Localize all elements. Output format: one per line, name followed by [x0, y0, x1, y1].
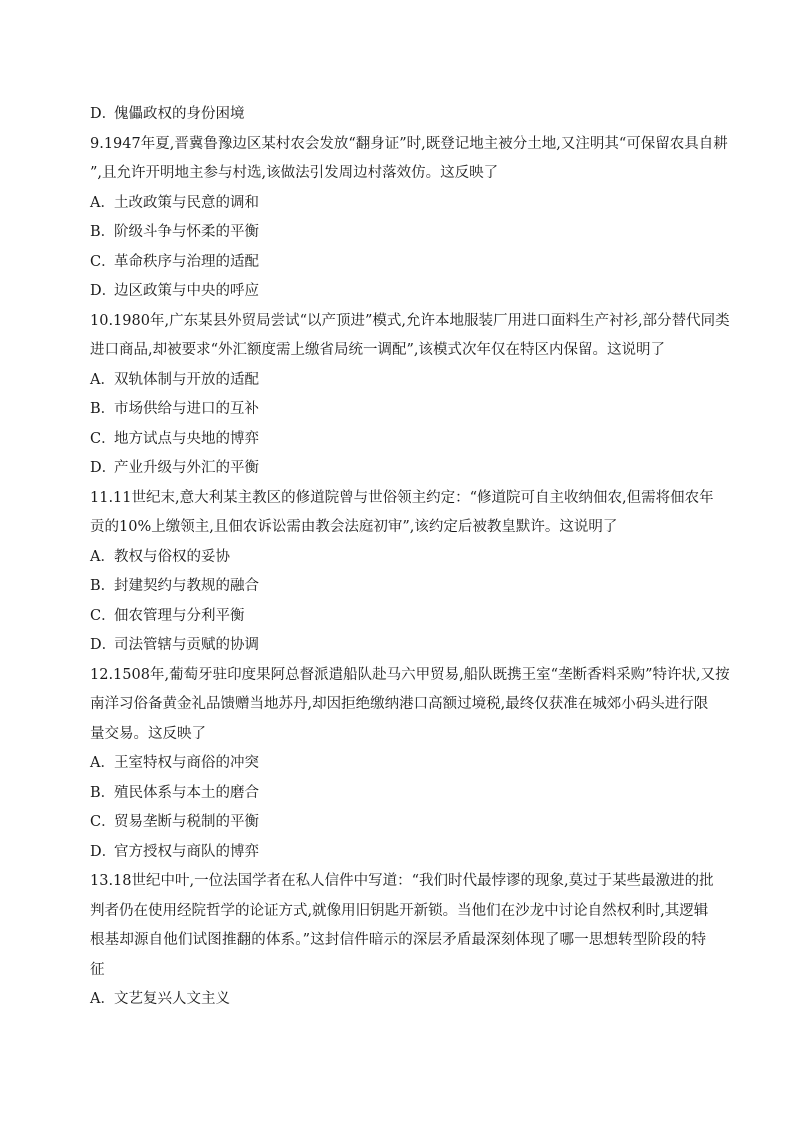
option-a — [90, 366, 706, 396]
option-text: 教权与俗权的妥协 — [114, 548, 230, 565]
question-8-tail — [90, 100, 706, 130]
option-text: 革命秩序与治理的适配 — [114, 253, 259, 270]
option-text: 边区政策与中央的呼应 — [114, 283, 259, 299]
option-c — [90, 808, 706, 838]
option-text: 文艺复兴人文主义 — [114, 991, 230, 1007]
option-letter: C． — [90, 430, 116, 447]
option-text: 殖民体系与本土的磨合 — [114, 784, 259, 801]
option-text: 土改政策与民意的调和 — [114, 194, 259, 211]
stem-row: ”,且允许开明地主参与村选,该做法引发周边村落效仿。这反映了 — [90, 165, 499, 181]
question-13 — [90, 867, 714, 1015]
option-text: 傀儡政权的身份困境 — [114, 106, 245, 122]
option-letter: B． — [90, 784, 116, 801]
option-letter: D． — [90, 637, 117, 653]
option-letter: C． — [90, 814, 116, 830]
option-letter: D． — [90, 843, 117, 860]
option-letter: C． — [90, 253, 116, 270]
option-text: 阶级斗争与怀柔的平衡 — [114, 224, 259, 240]
stem-row: 根基却源自他们试图推翻的体系。”这封信件暗示的深层矛盾最深刻体现了哪一思想转型阶段的特 — [90, 932, 706, 948]
option-a — [90, 749, 706, 779]
question-stem — [90, 307, 730, 366]
stem-row: 13.18世纪中叶,一位法国学者在私人信件中写道：“我们时代最悖谬的现象,莫过于某些最激进的批 — [90, 873, 714, 889]
option-text: 产业升级与外汇的平衡 — [114, 460, 259, 476]
option-b — [90, 218, 706, 248]
option-letter: A． — [90, 548, 115, 565]
question-11 — [90, 484, 714, 661]
option-d — [90, 454, 706, 484]
stem-row: 贡的10%上缴领主,且佃农诉讼需由教会法庭初审”,该约定后被教皇默许。这说明了 — [90, 519, 618, 535]
question-12 — [90, 661, 730, 868]
option-letter: B． — [90, 401, 116, 417]
stem-row: 12.1508年,葡萄牙驻印度果阿总督派遣船队赴马六甲贸易,船队既携王室“垄断香料采购”特许状,又按 — [90, 666, 730, 683]
option-a — [90, 189, 706, 219]
option-letter: A． — [90, 194, 115, 211]
stem-row: 南洋习俗备黄金礼品馈赠当地苏丹,却因拒绝缴纳港口高额过境税,最终仅获准在城郊小码头进行限 — [90, 696, 709, 712]
option-letter: B． — [90, 224, 116, 240]
option-text: 市场供给与进口的互补 — [114, 401, 259, 417]
option-b — [90, 395, 706, 425]
option-d — [90, 838, 706, 868]
option-letter: A． — [90, 755, 115, 771]
option-d — [90, 100, 706, 130]
option-letter: C． — [90, 607, 116, 624]
option-c — [90, 602, 706, 632]
option-text: 佃农管理与分利平衡 — [114, 607, 245, 624]
stem-row: 9.1947年夏,晋冀鲁豫边区某村农会发放“翻身证”时,既登记地主被分土地,又注明其“可保留农具自耕 — [90, 135, 728, 152]
option-letter: A． — [90, 991, 115, 1007]
stem-row: 进口商品,却被要求“外汇额度需上缴省局统一调配”,该模式次年仅在特区内保留。这说明了 — [90, 342, 666, 358]
option-a — [90, 543, 706, 573]
question-stem — [90, 661, 730, 750]
option-text: 王室特权与商俗的冲突 — [114, 755, 259, 771]
question-9 — [90, 130, 728, 307]
option-text: 双轨体制与开放的适配 — [114, 371, 259, 388]
option-letter: D． — [90, 283, 117, 299]
stem-row: 征 — [90, 961, 105, 978]
option-d — [90, 277, 706, 307]
stem-row: 量交易。这反映了 — [90, 725, 206, 742]
question-stem — [90, 130, 728, 189]
stem-row: 11.11世纪末,意大利某主教区的修道院曾与世俗领主约定：“修道院可自主收纳佃农,但需将佃农年 — [90, 489, 714, 506]
option-text: 封建契约与教规的融合 — [114, 578, 259, 594]
option-text: 官方授权与商队的博弈 — [114, 843, 259, 860]
question-stem — [90, 484, 714, 543]
option-b — [90, 572, 706, 602]
option-c — [90, 248, 706, 278]
option-b — [90, 779, 706, 809]
option-text: 贸易垄断与税制的平衡 — [114, 814, 259, 830]
option-a — [90, 985, 706, 1015]
stem-row: 判者仍在使用经院哲学的论证方式,就像用旧钥匙开新锁。当他们在沙龙中讨论自然权利时,其逻辑 — [90, 902, 709, 919]
option-text: 地方试点与央地的博弈 — [114, 430, 259, 447]
question-10 — [90, 307, 730, 484]
option-d — [90, 631, 706, 661]
option-letter: B． — [90, 578, 116, 594]
stem-row: 10.1980年,广东某县外贸局尝试“以产顶进”模式,允许本地服装厂用进口面料生产衬衫,部分替代同类 — [90, 312, 730, 329]
option-letter: D． — [90, 460, 117, 476]
question-stem — [90, 867, 714, 985]
option-letter: D． — [90, 106, 117, 122]
option-c — [90, 425, 706, 455]
option-letter: A． — [90, 371, 115, 388]
option-text: 司法管辖与贡赋的协调 — [114, 637, 259, 653]
